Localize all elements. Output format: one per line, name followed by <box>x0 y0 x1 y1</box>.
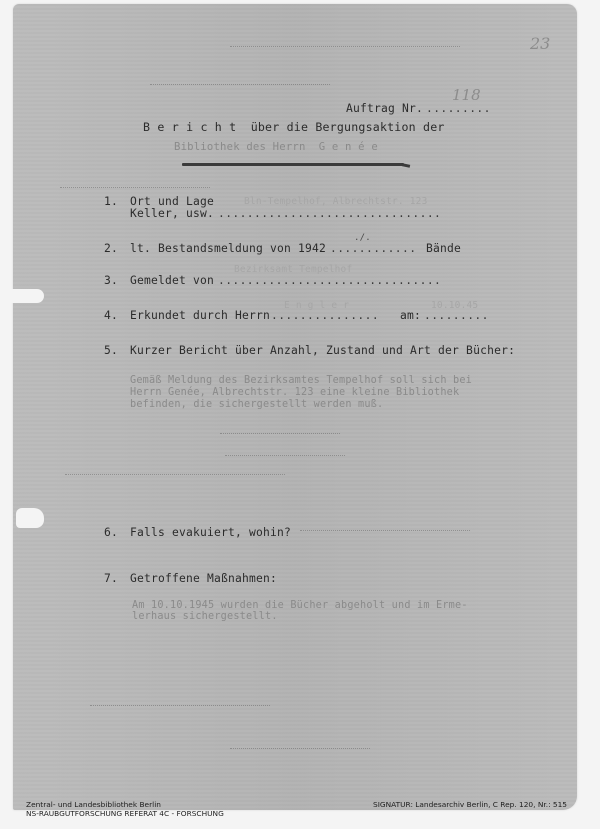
item-4-value: E n g l e r <box>284 300 350 311</box>
item-1-value: Bln-Tempelhof, Albrechtstr. 123 <box>244 196 428 207</box>
item-7-label: Getroffene Maßnahmen: <box>130 572 278 585</box>
item-5-text-line3: befinden, die sichergestellt werden muß. <box>130 399 384 410</box>
item-5-text-line1: Gemäß Meldung des Bezirksamtes Tempelhof soll sich bei <box>130 375 473 386</box>
bleed-through-line <box>220 433 340 434</box>
footer-signature: SIGNATUR: Landesarchiv Berlin, C Rep. 120, Nr.: 515 <box>373 800 568 809</box>
handwritten-page-number: 23 <box>530 34 551 53</box>
auftrag-dots: ......... <box>426 102 491 115</box>
punch-hole-bottom <box>16 508 44 528</box>
item-7-text-line2: lerhaus sichergestellt. <box>132 611 278 622</box>
item-4-date-value: 10.10.45 <box>431 300 479 311</box>
bleed-through-line <box>230 748 370 749</box>
footer-institution <box>26 800 224 818</box>
item-2-label: lt. Bestandsmeldung von 1942 <box>130 242 327 255</box>
item-7-number: 7. <box>104 572 119 585</box>
item-3-label: Gemeldet von <box>130 274 215 287</box>
item-2-value: ./. <box>354 233 371 243</box>
item-4-date-dots: ......... <box>424 309 489 322</box>
item-4-label: Erkundet durch Herrn <box>130 309 271 322</box>
item-6-label: Falls evakuiert, wohin? <box>130 526 292 539</box>
item-6-number: 6. <box>104 526 119 539</box>
auftrag-number-handwritten: 118 <box>452 86 481 104</box>
item-1-label-line2: Keller, usw. <box>130 207 215 220</box>
item-2-suffix: Bände <box>426 242 462 255</box>
bleed-through-line <box>150 84 330 85</box>
item-1-dots: ............................... <box>218 207 442 220</box>
bleed-through-line <box>300 530 470 531</box>
bleed-through-line <box>230 46 460 47</box>
bleed-through-line <box>90 705 270 706</box>
item-3-value: Bezirksamt Tempelhof <box>234 264 353 275</box>
item-4-number: 4. <box>104 309 119 322</box>
report-title: B e r i c h t über die Bergungsaktion der <box>143 120 445 134</box>
auftrag-label: Auftrag Nr. <box>346 102 424 115</box>
bleed-through-line <box>65 474 285 475</box>
item-5-text-line2: Herrn Genée, Albrechtstr. 123 eine kleine Bibliothek <box>130 387 460 398</box>
library-name: Bibliothek des Herrn G e n é e <box>174 141 378 153</box>
item-2-number: 2. <box>104 242 119 255</box>
bleed-through-line <box>60 187 210 188</box>
item-3-number: 3. <box>104 274 119 287</box>
item-5-label: Kurzer Bericht über Anzahl, Zustand und Art der Bücher: <box>130 344 516 357</box>
punch-hole-top <box>0 289 44 303</box>
footer-line1: Zentral- und Landesbibliothek Berlin <box>26 800 161 809</box>
item-1-label-line1: Ort und Lage <box>130 195 215 208</box>
item-2-dots: ............ <box>330 242 417 255</box>
item-7-text-line1: Am 10.10.1945 wurden die Bücher abgeholt und im Ermе- <box>132 600 468 611</box>
bleed-through-line <box>225 455 345 456</box>
item-5-number: 5. <box>104 344 119 357</box>
item-4-dots: ............... <box>271 309 380 322</box>
item-4-date-label: am: <box>400 309 422 322</box>
title-underline <box>182 163 404 166</box>
footer-line2: NS-RAUBGUTFORSCHUNG REFERAT 4C - FORSCHUNG <box>26 809 224 818</box>
item-1-number: 1. <box>104 195 119 208</box>
item-3-dots: ............................... <box>218 274 442 287</box>
